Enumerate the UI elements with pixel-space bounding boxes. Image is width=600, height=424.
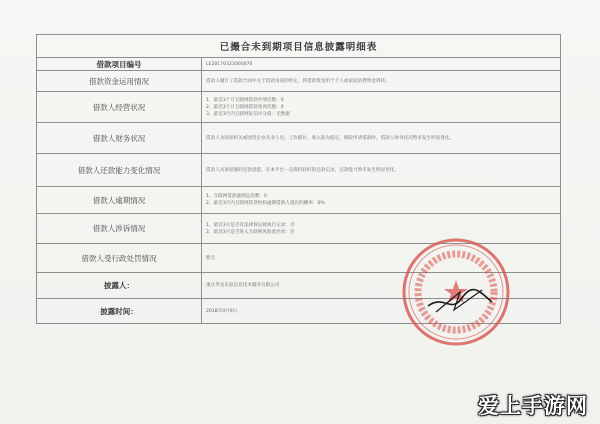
row-label: 借款人涉诉情况 bbox=[37, 214, 202, 244]
value-line: LE20170323000076 bbox=[206, 61, 253, 67]
table-row bbox=[37, 71, 561, 92]
table-row bbox=[37, 92, 561, 123]
row-label: 借款人还款能力变化情况 bbox=[37, 154, 202, 187]
value-line: 重庆华龙乐兹信息技术服务有限公司 bbox=[206, 283, 280, 288]
table-row bbox=[37, 58, 561, 71]
value-line: 2、最近3月是否进入互联网风险黑名单：否 bbox=[206, 229, 295, 235]
table-row bbox=[37, 123, 561, 154]
table-row bbox=[37, 154, 561, 187]
row-value bbox=[202, 58, 561, 71]
value-line: 借款人为国家机关或国营企业从业人员，工作职位、收入较为稳定，相较申请借款时，借款人财务状况暂未发生明显变化。 bbox=[206, 135, 455, 141]
value-line: 1、最近3月是否有法律诉讼被执行记录：否 bbox=[206, 222, 295, 228]
table-title: 已撮合未到期项目信息披露明细表 bbox=[37, 35, 561, 58]
site-watermark: 爱上手游网 bbox=[478, 394, 588, 418]
value-line: 2、最近3月内互联网借贷机构逾期借款人逃出的概率：0% bbox=[206, 201, 325, 206]
value-line: 1、互联网借款逾期总次数：0 bbox=[206, 194, 267, 199]
value-line: 暂无 bbox=[206, 255, 216, 261]
value-line: 借款人履行了借款合同中关于借款用途的约定，将借款资金用于个人或家庭消费资金周转。 bbox=[206, 78, 390, 84]
row-label: 借款人逾期情况 bbox=[37, 187, 202, 214]
company-seal bbox=[396, 232, 516, 352]
value-line: 2018年4月9日 bbox=[206, 308, 238, 314]
row-value bbox=[202, 71, 561, 92]
row-label: 借款资金运用情况 bbox=[37, 71, 202, 92]
table-row bbox=[37, 187, 561, 214]
row-label: 借款人财务状况 bbox=[37, 123, 202, 154]
value-line: 借款人具备较强的还款意愿，在本平台一直保持较好的还款记录，还款能力暂未发生明显变化。 bbox=[206, 167, 399, 173]
row-label: 借款人受行政处罚情况 bbox=[37, 244, 202, 273]
value-line: 2、最近3个月互联网借款查询次数：0 bbox=[206, 104, 284, 110]
value-line: 1、最近3个月互联网借款申请次数：0 bbox=[206, 97, 284, 103]
row-value bbox=[202, 187, 561, 214]
value-line: 3、最近3月内互联网征信评分值：无数据 bbox=[206, 111, 290, 117]
row-label: 披露时间： bbox=[37, 299, 202, 324]
row-value bbox=[202, 92, 561, 123]
row-value bbox=[202, 123, 561, 154]
row-value bbox=[202, 154, 561, 187]
row-label: 披露人： bbox=[37, 273, 202, 299]
row-label: 借款人经营状况 bbox=[37, 92, 202, 123]
row-label: 借款项目编号 bbox=[37, 58, 202, 71]
